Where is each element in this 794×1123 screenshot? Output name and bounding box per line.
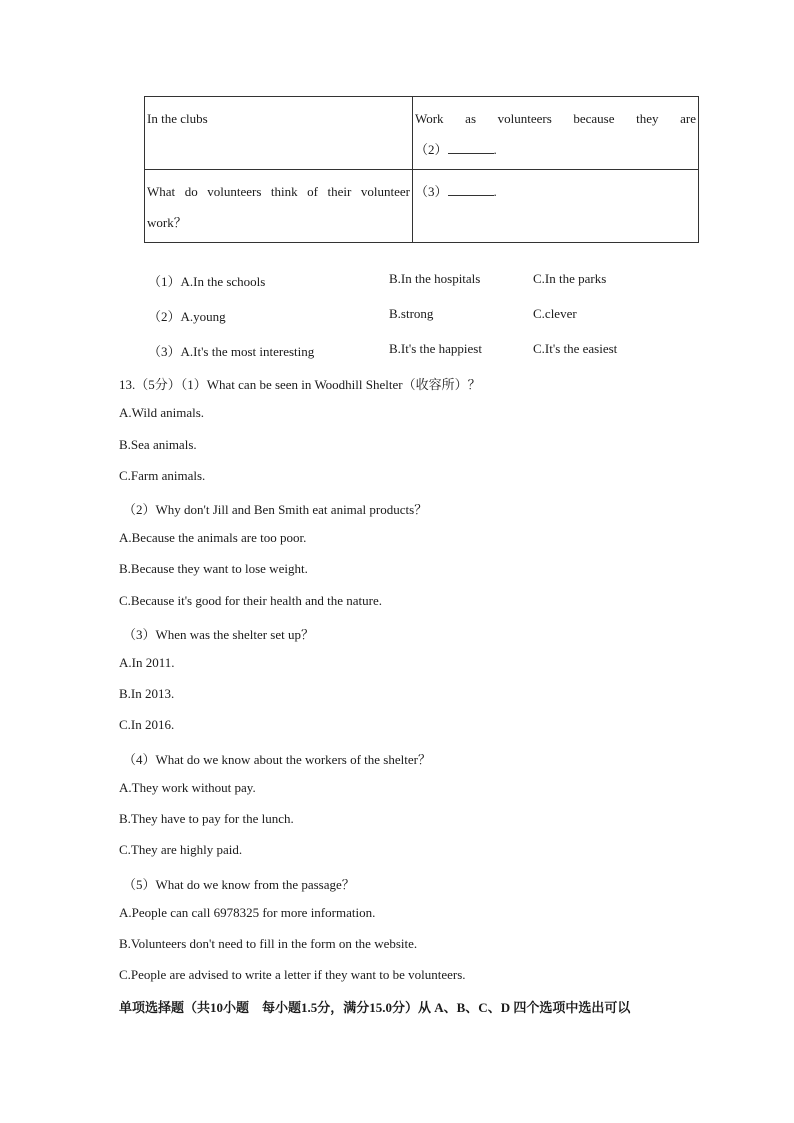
option-a: （3）A.It's the most interesting [148, 344, 315, 359]
table-row [145, 170, 699, 243]
cell-text: In the clubs [147, 111, 208, 126]
q13-4-question: （4）What do we know about the workers of the shelter？ [123, 752, 431, 767]
q13-3-question: （3）When was the shelter set up？ [123, 627, 314, 642]
cell-end: . [493, 184, 497, 199]
cell-end: . [493, 142, 497, 157]
cell-text: Work as volunteers because they are [415, 111, 696, 126]
option-b: B.strong [389, 306, 434, 321]
table-cell-question [145, 170, 413, 243]
option-c: C.It's the easiest [533, 341, 618, 356]
q13-5-option-a: A.People can call 6978325 for more information. [119, 905, 376, 920]
table-row [145, 97, 699, 170]
options-row-2 [148, 306, 708, 326]
options-row-1 [148, 271, 708, 291]
cell-text: work？ [147, 215, 187, 230]
q13-5-question: （5）What do we know from the passage？ [123, 877, 355, 892]
question-13-header: 13.（5分）（1）What can be seen in Woodhill Shelter（收容所）？ [119, 377, 481, 392]
q13-1-option-b: B.Sea animals. [119, 437, 197, 452]
option-c: C.In the parks [533, 271, 607, 286]
q13-4-option-b: B.They have to pay for the lunch. [119, 811, 294, 826]
q13-3-option-b: B.In 2013. [119, 686, 175, 701]
table-cell-blank-3 [413, 170, 699, 243]
q13-3-option-c: C.In 2016. [119, 717, 175, 732]
answer-blank [448, 139, 494, 154]
volunteer-info-table [144, 96, 699, 243]
q13-4-option-a: A.They work without pay. [119, 780, 256, 795]
q13-1-option-a: A.Wild animals. [119, 405, 205, 420]
section-heading: 单项选择题（共10小题 每小题1.5分，满分15.0分）从 A、B、C、D 四个选项中选出可以 [119, 1000, 631, 1015]
option-b: B.It's the happiest [389, 341, 482, 356]
q13-2-option-b: B.Because they want to lose weight. [119, 561, 308, 576]
answer-blank [448, 181, 494, 196]
options-row-3 [148, 341, 708, 361]
option-a: （2）A.young [148, 309, 226, 324]
q13-2-question: （2）Why don't Jill and Ben Smith eat animal products？ [123, 502, 428, 517]
q13-5-option-c: C.People are advised to write a letter if they want to be volunteers. [119, 967, 466, 982]
table-cell-clubs [145, 97, 413, 170]
option-c: C.clever [533, 306, 577, 321]
blank-number: （3） [415, 184, 448, 199]
q13-2-option-c: C.Because it's good for their health and the nature. [119, 593, 382, 608]
q13-2-option-a: A.Because the animals are too poor. [119, 530, 307, 545]
q13-4-option-c: C.They are highly paid. [119, 842, 243, 857]
blank-number: （2） [415, 142, 448, 157]
cell-text: What do volunteers think of their volunteer [147, 184, 410, 199]
table-cell-blank-2 [413, 97, 699, 170]
q13-5-option-b: B.Volunteers don't need to fill in the form on the website. [119, 936, 418, 951]
option-a: （1）A.In the schools [148, 274, 266, 289]
option-b: B.In the hospitals [389, 271, 481, 286]
q13-1-option-c: C.Farm animals. [119, 468, 206, 483]
q13-3-option-a: A.In 2011. [119, 655, 175, 670]
